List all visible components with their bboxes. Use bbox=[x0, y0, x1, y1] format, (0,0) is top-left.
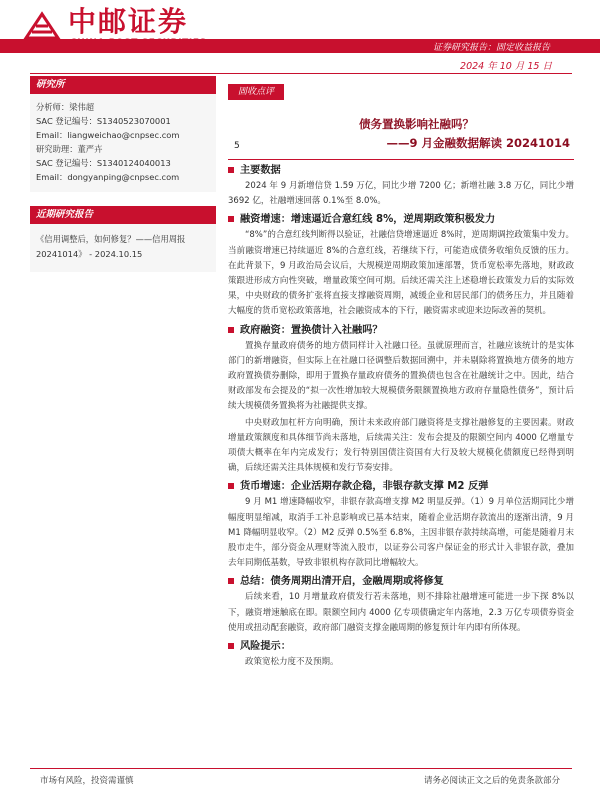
section-heading: 总结：债务周期出清开启，金融周期或将修复 bbox=[228, 574, 574, 589]
researcher-section-title: 研究所 bbox=[30, 76, 216, 94]
section-heading: 主要数据 bbox=[228, 163, 574, 178]
sidebar bbox=[30, 76, 216, 272]
footer-divider bbox=[30, 768, 572, 769]
report-date: 2024 年 10 月 15 日 bbox=[460, 61, 552, 72]
researcher-info bbox=[30, 94, 216, 192]
report-subtitle: ——9 月金融数据解读 20241014 bbox=[386, 136, 570, 150]
section-paragraph: 置换存量政府债务的地方债同样计入社融口径。虽就原理而言，社融应该统计的是实体部门的新增融资，但实际上在社融口径调整后数据回溯中，并未剔除将置换地方债务的地方政府置换债券删除，即用于置换存量政府债务的置换债也包含在社融统计之中。因此，结合财政部发布会提及的“拟一次性增加较大规模债务限额置换地方政府存量隐性债务”，预计后续大规模债务置换将为社融提供支撑。 bbox=[228, 340, 574, 412]
section-paragraph: 9 月 M1 增速降幅收窄，非银存款高增支撑 M2 明显反弹。（1）9 月单位活期同比少增幅度明显缩减，取消手工补息影响或已基本结束，随着企业活期存款流出的逐渐出清，9 月 M1 降幅明显收窄。（2）M2 反弹 0.5%至 6.8%，主因非银存款持续高增，可能是随着月末股市走牛，部分资金从理财等流入股市，以证券公司客户保证金的形式计入非银存款，叠加去年同期低基数，导致非银机构存款同比增幅较大。 bbox=[228, 497, 574, 569]
divider bbox=[228, 159, 574, 160]
report-type-bar bbox=[0, 39, 600, 53]
section-paragraph: 2024 年 9 月新增信贷 1.59 万亿，同比少增 7200 亿；新增社融 3.8 万亿，同比少增 3692 亿，社融增速回落 0.1%至 8.0%。 bbox=[228, 181, 574, 207]
brand-name-cn: 中邮证券 bbox=[68, 5, 189, 38]
section-paragraph: 后续来看，10 月增量政府债发行若未落地，则不排除社融增速可能进一步下探 8%以下，融资增速触底在即。限额空间内 4000 亿专项债确定年内落地，2.3 万亿专项债券资金使用或扭动配套融资，政府部门融资支撑金融周期的修复预计年内即有所体现。 bbox=[228, 592, 574, 633]
section-paragraph: “8%”的合意红线判断得以验证，社融信贷增速逼近 8%时，逆周期调控政策集中发力。当前融资增速已持续逼近 8%的合意红线，若继续下行，可能造成债务收缩负反馈的压力。在此背景下，9 月政治局会议后，大规模逆周期政策加速部署，货币宽松率先落地，财政政策跟进形成方向性突破，增量政策空间可期。后续还需关注上述稳增长政策发力后的实际效果，中央财政的债务扩张将直接支撑融资周期，减缓企业和居民部门的债务压力，并且随着大幅度的货币宽松政策落地，社会融资成本的下行，融资需求或迎来边际改善的契机。 bbox=[228, 230, 574, 317]
researcher-line: 分析师：梁伟超 bbox=[36, 102, 95, 112]
recent-reports-title: 近期研究报告 bbox=[30, 206, 216, 224]
section-heading: 政府融资：置换债计入社融吗？ bbox=[228, 323, 574, 338]
researcher-email[interactable]: Email：liangweichao@cnpsec.com bbox=[36, 130, 180, 140]
report-type: 证券研究报告：固定收益报告 bbox=[432, 43, 550, 53]
recent-report-link[interactable]: 《信用调整后，如何修复？——信用周报 20241014》 - 2024.10.15 bbox=[30, 224, 216, 272]
section-heading: 风险提示： bbox=[228, 639, 574, 654]
researcher-line: SAC 登记编号：S1340124040013 bbox=[36, 158, 171, 168]
main-content bbox=[228, 79, 574, 670]
report-category-tag: 固收点评 bbox=[228, 84, 284, 100]
section-heading: 货币增速：企业活期存款企稳，非银存款支撑 M2 反弹 bbox=[228, 479, 574, 494]
researcher-line: 研究助理：董严卉 bbox=[36, 144, 103, 154]
divider bbox=[30, 73, 572, 74]
section-heading: 融资增速：增速逼近合意红线 8%，逆周期政策积极发力 bbox=[228, 212, 574, 227]
researcher-line: SAC 登记编号：S1340523070001 bbox=[36, 116, 171, 126]
page-number: 5 bbox=[234, 141, 240, 151]
section-paragraph: 中央财政加杠杆方向明确，预计未来政府部门融资将是支撑社融修复的主要因素。财政增量政策额度和具体细节尚未落地，后续需关注：发布会提及的限额空间内 4000 亿增量专项债大概率在年内完成发行；发行特别国债注资国有大行及较大规模化债额度已经得到明确，后续还需关注具体规模和发行节奏安排。 bbox=[228, 417, 574, 474]
section-paragraph: 政策宽松力度不及预期。 bbox=[245, 657, 339, 668]
researcher-email[interactable]: Email：dongyanping@cnpsec.com bbox=[36, 172, 180, 182]
footer-left-note: 市场有风险，投资需谨慎 bbox=[40, 776, 134, 786]
footer-disclaimer-note: 请务必阅读正文之后的免责条款部分 bbox=[423, 776, 560, 786]
report-title: 债务置换影响社融吗？ bbox=[359, 117, 474, 131]
